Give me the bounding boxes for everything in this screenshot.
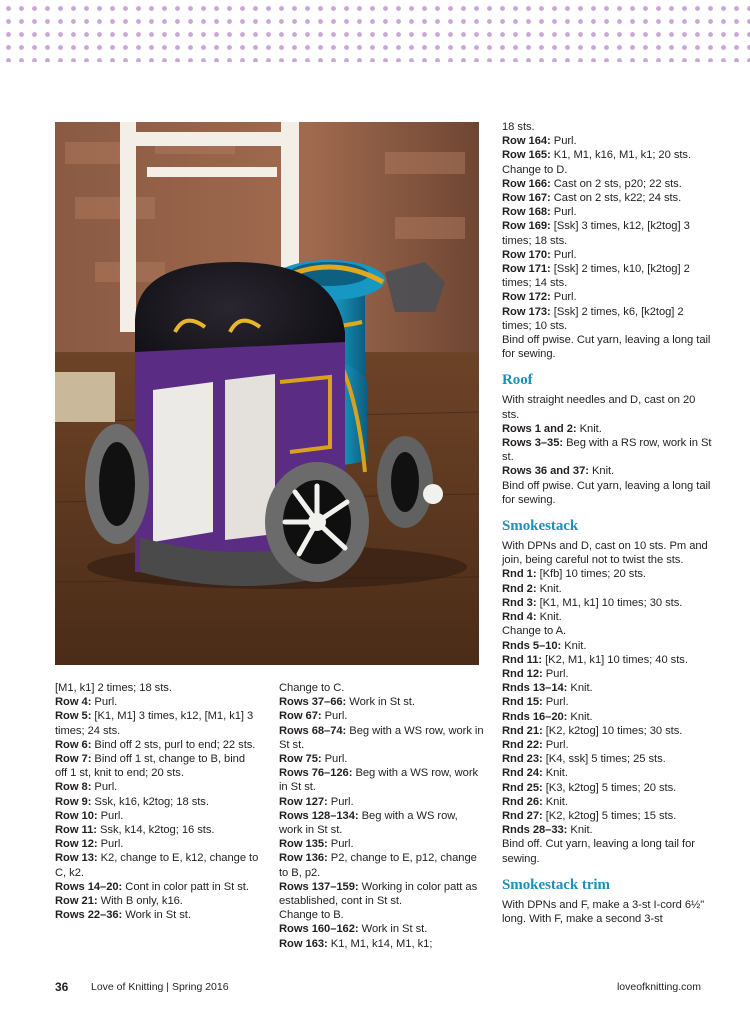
instruction-line: [502, 837, 712, 865]
instruction-line: [279, 695, 484, 709]
instruction-text: [Ssk] 2 times, k6, [k2tog] 2 times; 10 sts.: [502, 305, 684, 332]
instruction-line: [502, 191, 712, 205]
instruction-line: [55, 880, 260, 894]
instruction-line: [55, 709, 260, 737]
instruction-text: Cast on 2 sts, p20; 22 sts.: [550, 177, 682, 190]
instruction-text: Purl.: [542, 667, 569, 680]
instruction-line: [279, 922, 484, 936]
instruction-label: Row 12:: [55, 838, 98, 851]
instruction-label: Row 5:: [55, 710, 92, 723]
instruction-line: [502, 781, 712, 795]
instruction-text: Work in St st.: [122, 909, 191, 922]
instruction-label: Rnds 16–20:: [502, 710, 568, 723]
instruction-line: [55, 695, 260, 709]
instruction-text: Beg with a RS row, work in St st.: [502, 437, 712, 464]
instruction-line: [502, 596, 712, 610]
instruction-line: [502, 695, 712, 709]
instruction-line: [279, 809, 484, 837]
instruction-label: Rows 3–35:: [502, 437, 564, 450]
instruction-label: Rows 68–74:: [279, 724, 347, 737]
instruction-text: Knit.: [561, 639, 587, 652]
instruction-line: [279, 880, 484, 908]
instruction-label: Row 136:: [279, 852, 328, 865]
instruction-label: Rnd 1:: [502, 568, 537, 581]
instruction-line: [502, 479, 712, 507]
instruction-text: With B only, k16.: [97, 895, 183, 908]
instruction-label: Rnd 23:: [502, 753, 543, 766]
instruction-line: [502, 766, 712, 780]
instruction-text: Change to B.: [279, 909, 344, 922]
instruction-label: Rnd 26:: [502, 795, 543, 808]
instruction-line: [279, 851, 484, 879]
instruction-label: Row 8:: [55, 781, 92, 794]
instruction-text: 18 sts.: [502, 121, 535, 133]
instruction-label: Row 21:: [55, 895, 98, 908]
instruction-text: With DPNs and D, cast on 10 sts. Pm and join, being careful not to twist the sts.: [502, 540, 708, 567]
instruction-label: Row 9:: [55, 795, 92, 808]
instruction-text: Bind off. Cut yarn, leaving a long tail for sewing.: [502, 838, 695, 865]
instruction-label: Row 4:: [55, 696, 92, 709]
instruction-line: [502, 639, 712, 653]
instruction-line: [502, 148, 712, 162]
section-heading-smokestack-trim: Smokestack trim: [502, 876, 610, 893]
instruction-line: [502, 305, 712, 333]
instruction-text: Purl.: [97, 809, 124, 822]
instruction-line: [502, 738, 712, 752]
instruction-label: Rnd 24:: [502, 767, 543, 780]
instruction-label: Rnd 15:: [502, 696, 543, 709]
instruction-text: Working in color patt as established, cont in St st.: [279, 880, 478, 908]
instruction-line: [502, 205, 712, 219]
instruction-label: Rows 76–126:: [279, 767, 353, 780]
instruction-line: [502, 823, 712, 837]
instruction-label: Row 166:: [502, 177, 551, 190]
instruction-line: [502, 898, 712, 926]
instruction-line: [55, 738, 260, 752]
instruction-text: [K3, k2tog] 5 times; 20 sts.: [542, 781, 677, 794]
instruction-text: Bind off 2 sts, purl to end; 22 sts.: [91, 738, 256, 751]
instruction-line: [55, 837, 260, 851]
instruction-line: [502, 724, 712, 738]
smokestack-trim-instructions: [502, 898, 712, 926]
section-heading-smokestack: Smokestack: [502, 518, 579, 535]
instruction-line: [55, 894, 260, 908]
instruction-line: [55, 752, 260, 780]
instruction-label: Row 13:: [55, 852, 98, 865]
instruction-label: Rnd 21:: [502, 724, 543, 737]
instruction-label: Row 172:: [502, 291, 551, 304]
instruction-text: Bind off pwise. Cut yarn, leaving a long tail for sewing.: [502, 479, 711, 506]
instruction-text: Knit.: [567, 682, 593, 695]
instruction-line: [279, 752, 484, 766]
instruction-line: [502, 422, 712, 436]
instruction-label: Row 67:: [279, 710, 322, 723]
instruction-label: Row 7:: [55, 753, 92, 766]
instruction-line: [502, 567, 712, 581]
instruction-label: Row 168:: [502, 206, 551, 219]
instruction-label: Row 173:: [502, 305, 551, 318]
roof-instructions: [502, 393, 712, 507]
instruction-text: Purl.: [97, 838, 124, 851]
instruction-text: K2, change to E, k12, change to C, k2.: [55, 852, 259, 879]
instruction-text: Purl.: [91, 696, 118, 709]
instruction-label: Rnd 4:: [502, 611, 537, 624]
instruction-text: Bind off pwise. Cut yarn, leaving a long tail for sewing.: [502, 334, 711, 361]
instruction-label: Rnd 22:: [502, 738, 543, 751]
instruction-label: Rnds 5–10:: [502, 639, 562, 652]
instruction-line: [279, 937, 484, 951]
instruction-label: Rows 137–159:: [279, 880, 359, 893]
instruction-line: [502, 539, 712, 567]
instruction-line: [502, 681, 712, 695]
instruction-text: Purl.: [327, 838, 354, 851]
instruction-text: Knit.: [536, 582, 562, 595]
instruction-text: Purl.: [542, 738, 569, 751]
instruction-text: Work in St st.: [358, 923, 428, 936]
instruction-label: Rnd 11:: [502, 653, 543, 666]
instruction-line: [502, 120, 712, 134]
instruction-text: [M1, k1] 2 times; 18 sts.: [55, 682, 172, 694]
instruction-line: [55, 851, 260, 879]
instruction-label: Rows 160–162:: [279, 923, 359, 936]
instructions-column-2: [279, 681, 484, 951]
instruction-label: Row 75:: [279, 753, 322, 766]
instruction-text: Beg with a WS row, work in St st.: [279, 767, 479, 794]
instruction-text: Knit.: [536, 611, 562, 624]
instruction-text: Cast on 2 sts, k22; 24 sts.: [550, 192, 682, 205]
instruction-line: [279, 795, 484, 809]
instruction-label: Rows 36 and 37:: [502, 465, 589, 478]
instruction-label: Rnd 25:: [502, 781, 543, 794]
instruction-label: Rows 14–20:: [55, 880, 123, 893]
instruction-text: Knit.: [542, 795, 568, 808]
instruction-label: Row 170:: [502, 248, 551, 261]
instruction-label: Row 10:: [55, 809, 98, 822]
instruction-label: Rnds 13–14:: [502, 682, 568, 695]
instruction-text: Ssk, k16, k2tog; 18 sts.: [91, 795, 209, 808]
instruction-line: [279, 709, 484, 723]
instruction-line: [502, 667, 712, 681]
instruction-line: [502, 795, 712, 809]
instruction-label: Rnd 3:: [502, 596, 537, 609]
instruction-line: [502, 809, 712, 823]
instruction-text: P2, change to E, p12, change to B, p2.: [279, 852, 477, 879]
smokestack-instructions: [502, 539, 712, 866]
instruction-line: [502, 582, 712, 596]
instruction-line: [502, 219, 712, 247]
instruction-line: [502, 624, 712, 638]
instruction-text: K1, M1, k16, M1, k1; 20 sts.: [550, 149, 692, 162]
instruction-line: [502, 290, 712, 304]
instruction-label: Rnd 2:: [502, 582, 537, 595]
instruction-line: [502, 752, 712, 766]
instruction-label: Row 135:: [279, 838, 328, 851]
instruction-label: Row 11:: [55, 824, 97, 837]
instruction-text: Purl.: [91, 781, 118, 794]
instruction-text: [K2, k2tog] 5 times; 15 sts.: [542, 809, 677, 822]
instruction-text: Purl.: [321, 710, 348, 723]
instructions-column-1: [55, 681, 260, 922]
instruction-text: K1, M1, k14, M1, k1;: [327, 937, 433, 950]
instruction-text: [K2, M1, k1] 10 times; 40 sts.: [542, 653, 688, 666]
instruction-label: Rows 22–36:: [55, 909, 123, 922]
instruction-line: [502, 393, 712, 421]
instruction-line: [502, 710, 712, 724]
instruction-text: Change to D.: [502, 163, 568, 176]
instruction-label: Row 165:: [502, 149, 551, 162]
instruction-line: [279, 766, 484, 794]
instruction-line: [502, 177, 712, 191]
instruction-text: Change to A.: [502, 625, 567, 638]
instruction-line: [55, 681, 260, 695]
instruction-text: Change to C.: [279, 682, 345, 694]
instruction-line: [279, 724, 484, 752]
instruction-label: Row 167:: [502, 192, 551, 205]
instruction-text: Purl.: [550, 248, 577, 261]
instruction-line: [55, 795, 260, 809]
instruction-text: Purl.: [550, 206, 577, 219]
instruction-text: [K4, ssk] 5 times; 25 sts.: [542, 753, 666, 766]
instruction-text: Knit.: [567, 824, 593, 837]
page-footer: [55, 980, 701, 996]
instruction-text: With straight needles and D, cast on 20 sts.: [502, 394, 696, 421]
instruction-line: [279, 908, 484, 922]
magazine-issue: Love of Knitting | Spring 2016: [91, 981, 229, 993]
instruction-text: [K1, M1] 3 times, k12, [M1, k1] 3 times; 24 sts.: [55, 710, 254, 737]
instruction-line: [502, 464, 712, 478]
website-url[interactable]: loveofknitting.com: [616, 981, 701, 993]
instruction-text: Knit.: [567, 710, 593, 723]
instruction-line: [502, 134, 712, 148]
instruction-text: [K1, M1, k1] 10 times; 30 sts.: [536, 596, 683, 609]
instruction-label: Row 171:: [502, 263, 551, 276]
instruction-line: [55, 780, 260, 794]
instruction-text: Beg with a WS row, work in St st.: [279, 809, 458, 837]
instruction-text: Work in St st.: [346, 696, 415, 709]
instruction-label: Rnds 28–33:: [502, 824, 568, 837]
instruction-line: [279, 681, 484, 695]
instruction-text: Purl.: [321, 753, 348, 766]
knitted-train-photo: [55, 122, 479, 665]
instruction-text: Ssk, k14, k2tog; 16 sts.: [96, 824, 215, 837]
instruction-text: [Ssk] 3 times, k12, [k2tog] 3 times; 18 sts.: [502, 220, 690, 247]
instruction-line: [502, 333, 712, 361]
instruction-text: [Ssk] 2 times, k10, [k2tog] 2 times; 14 sts.: [502, 263, 690, 290]
train-illustration: [55, 122, 479, 665]
instruction-label: Rnd 27:: [502, 809, 543, 822]
instruction-label: Rnd 12:: [502, 667, 543, 680]
instruction-line: [502, 653, 712, 667]
instruction-line: [55, 823, 260, 837]
instruction-text: [K2, k2tog] 10 times; 30 sts.: [542, 724, 683, 737]
instruction-text: [Kfb] 10 times; 20 sts.: [536, 568, 646, 581]
instruction-text: Knit.: [576, 422, 602, 435]
instruction-text: Knit.: [542, 767, 568, 780]
instruction-label: Row 164:: [502, 135, 551, 148]
instruction-text: Purl.: [550, 135, 577, 148]
instruction-label: Row 163:: [279, 937, 328, 950]
instruction-label: Rows 128–134:: [279, 809, 359, 822]
instruction-text: Bind off 1 st, change to B, bind off 1 st, knit to end; 20 sts.: [55, 753, 246, 780]
instruction-label: Row 127:: [279, 795, 328, 808]
decorative-dot-band: [0, 0, 750, 62]
instruction-text: With DPNs and F, make a 3-st I-cord 6½" long. With F, make a second 3-st: [502, 898, 705, 925]
instruction-line: [502, 262, 712, 290]
instruction-line: [502, 436, 712, 464]
instruction-line: [502, 248, 712, 262]
instruction-line: [55, 809, 260, 823]
instruction-text: Purl.: [542, 696, 569, 709]
instruction-label: Rows 1 and 2:: [502, 422, 577, 435]
instruction-text: Beg with a WS row, work in St st.: [279, 724, 484, 751]
instruction-text: Knit.: [588, 465, 615, 478]
instruction-line: [55, 908, 260, 922]
instruction-label: Row 6:: [55, 738, 92, 751]
instruction-label: Row 169:: [502, 220, 551, 233]
instruction-line: [279, 837, 484, 851]
instruction-line: [502, 163, 712, 177]
instruction-label: Rows 37–66:: [279, 696, 347, 709]
instruction-text: Cont in color patt in St st.: [122, 880, 249, 893]
body-instructions-end: [502, 120, 712, 361]
instruction-line: [502, 610, 712, 624]
section-heading-roof: Roof: [502, 372, 533, 389]
instructions-column-3: [502, 120, 712, 926]
page-number: 36: [55, 980, 69, 994]
instruction-text: Purl.: [550, 291, 577, 304]
instruction-text: Purl.: [327, 795, 354, 808]
